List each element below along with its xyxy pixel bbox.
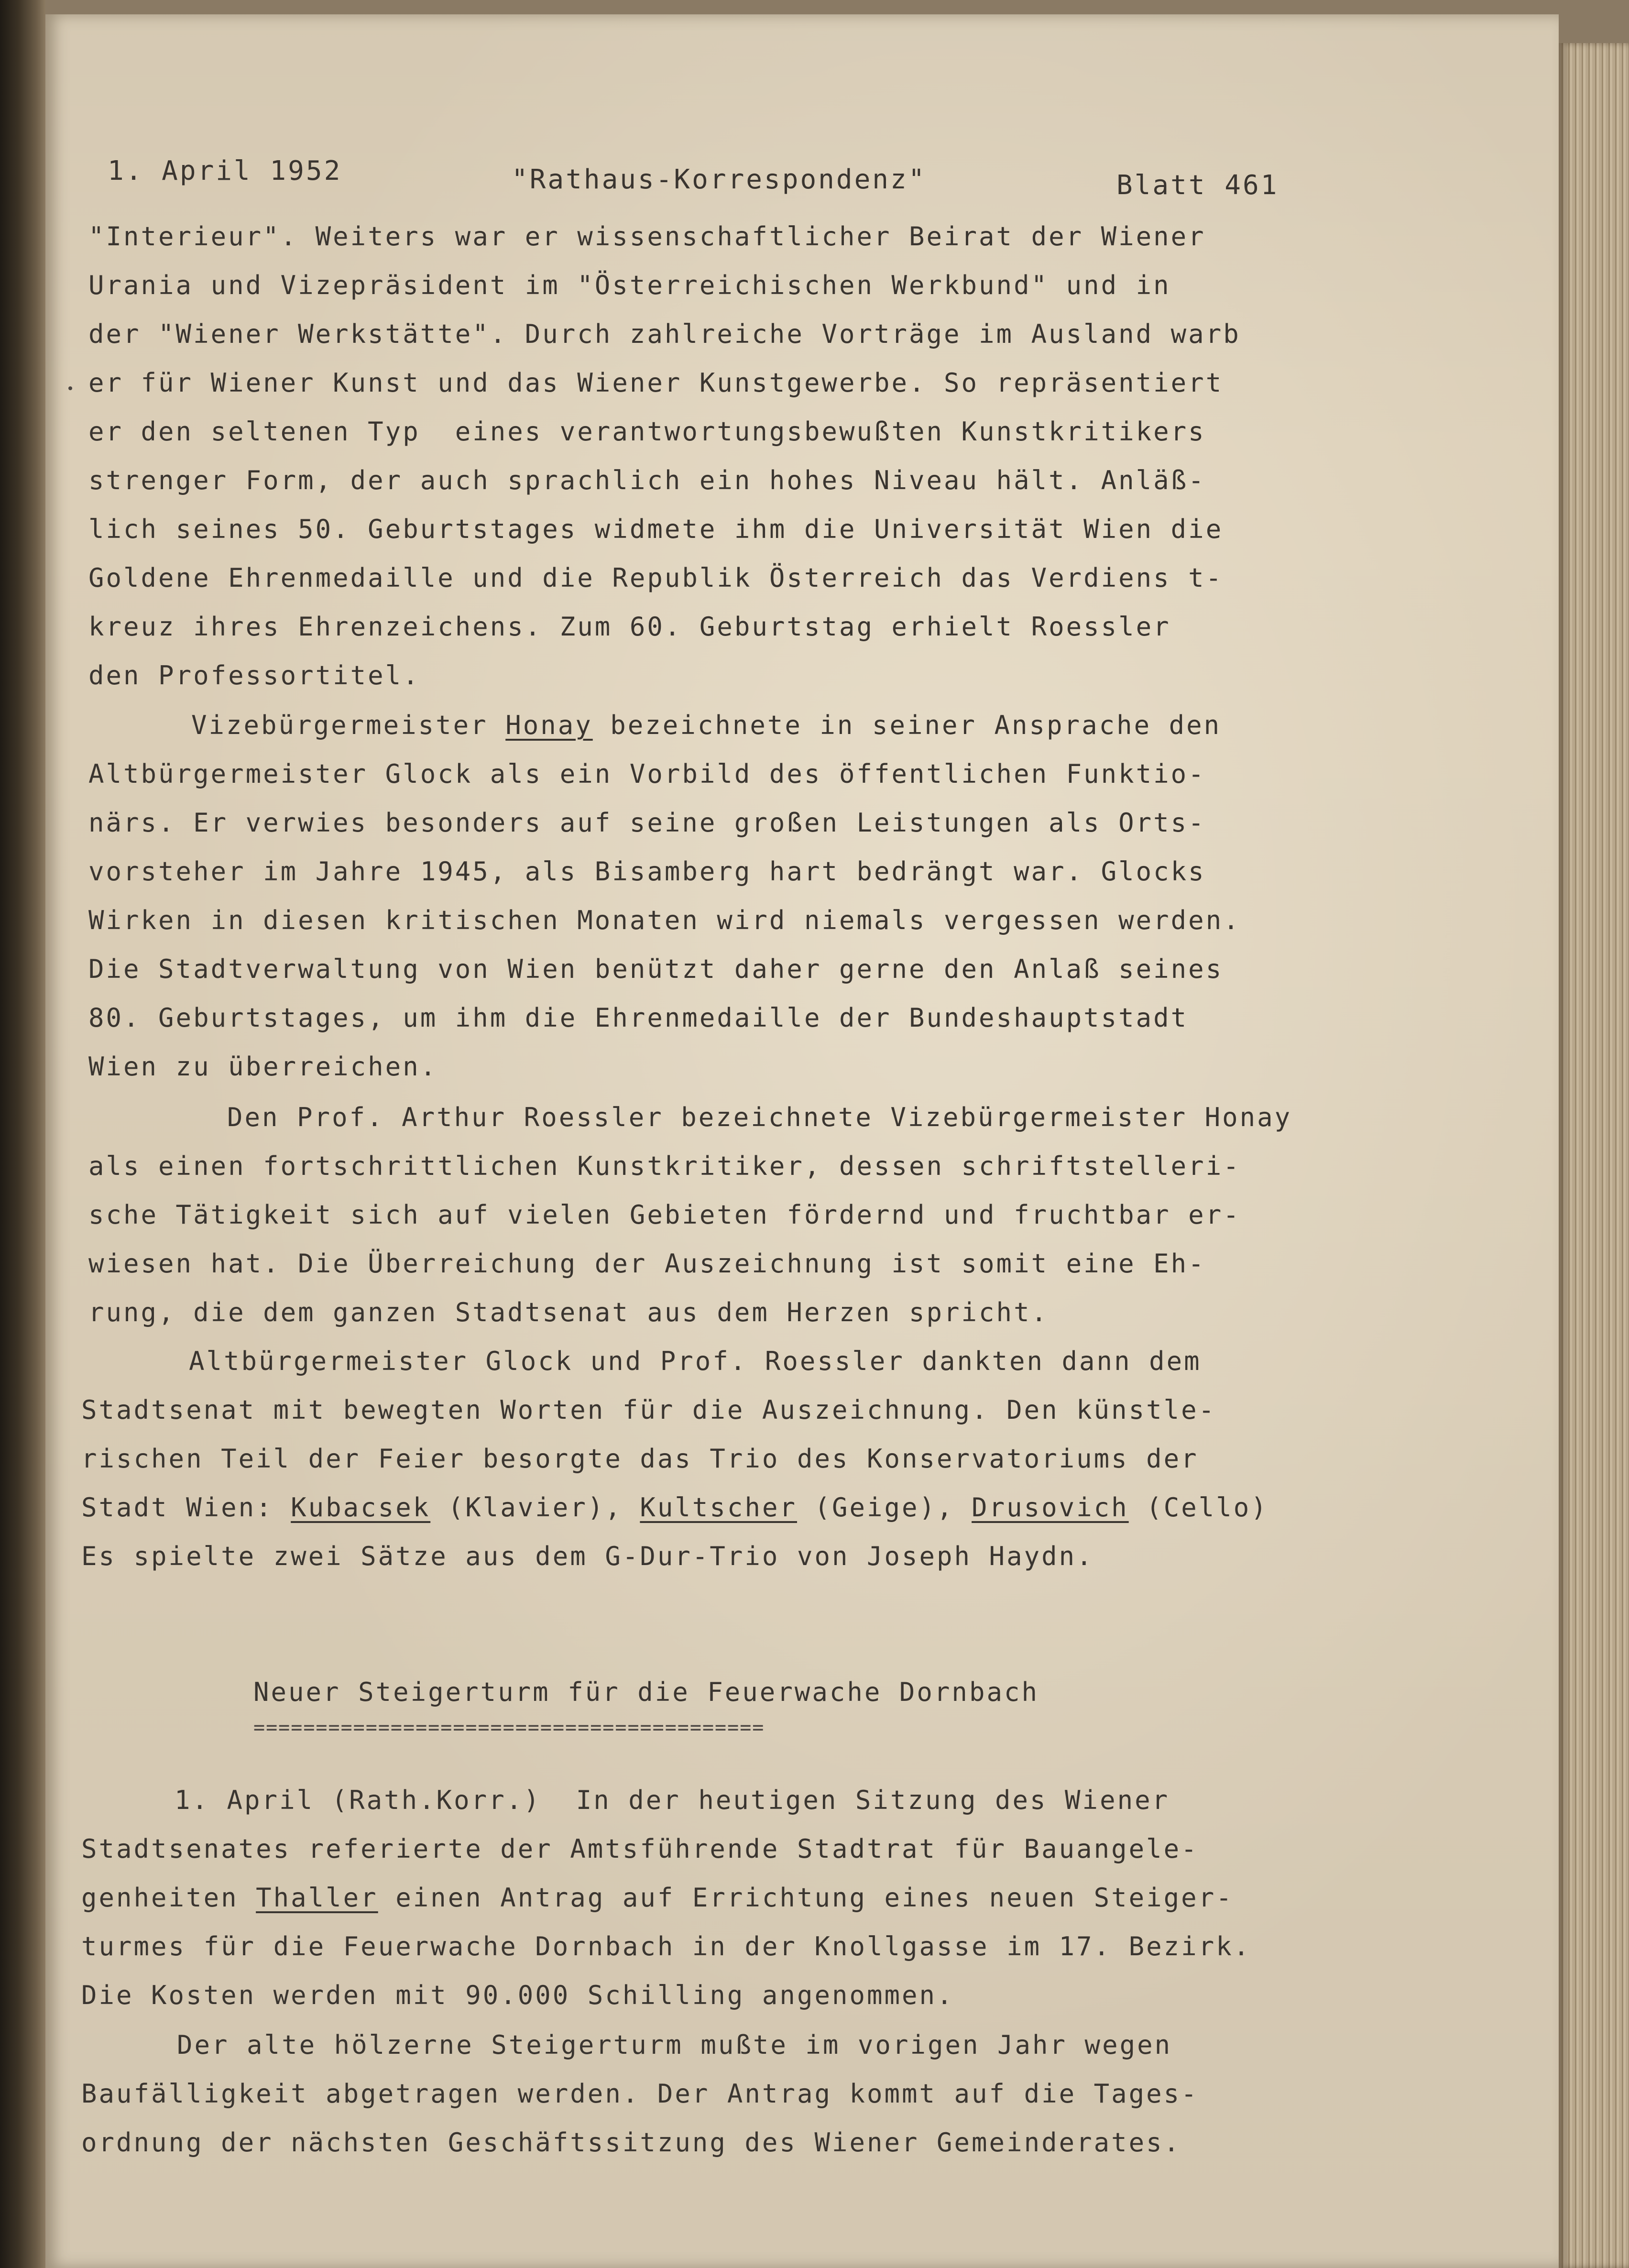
text-line: Den Prof. Arthur Roessler bezeichnete Vizebürgermeister Honay — [227, 1102, 1292, 1132]
text-line: wiesen hat. Die Überreichung der Auszeichnung ist somit eine Eh- — [88, 1249, 1206, 1279]
text-span: (Geige), — [797, 1492, 972, 1523]
text-line: Der alte hölzerne Steigerturm mußte im vorigen Jahr wegen — [177, 2030, 1172, 2060]
text-line: närs. Er verwies besonders auf seine großen Leistungen als Orts- — [88, 808, 1206, 838]
text-line: Die Stadtverwaltung von Wien benützt daher gerne den Anlaß seines — [88, 954, 1224, 984]
text-line: Goldene Ehrenmedaille und die Republik Österreich das Verdiens t- — [88, 563, 1224, 593]
text-span: Vizebürgermeister — [191, 710, 506, 740]
text-line: den Professortitel. — [88, 660, 420, 690]
text-line: kreuz ihres Ehrenzeichens. Zum 60. Geburtstag erhielt Roessler — [88, 612, 1171, 642]
text-span: (Klavier), — [430, 1492, 640, 1523]
previous-page-edge — [0, 0, 45, 2268]
text-line: Stadtsenates referierte der Amtsführende Stadtrat für Bauangele- — [81, 1834, 1199, 1864]
underlined-name: Kubacsek — [291, 1492, 431, 1523]
text-line: der "Wiener Werkstätte". Durch zahlreiche Vorträge im Ausland warb — [88, 319, 1241, 349]
text-line: er den seltenen Typ eines verantwortungsbewußten Kunstkritikers — [88, 416, 1206, 447]
text-line — [81, 1492, 1268, 1523]
text-line — [81, 1885, 1234, 1911]
text-line: Altbürgermeister Glock und Prof. Roessler dankten dann dem — [189, 1346, 1202, 1376]
text-line: strenger Form, der auch sprachlich ein hohes Niveau hält. Anläß- — [88, 465, 1206, 495]
text-line: 1. April (Rath.Korr.) In der heutigen Sitzung des Wiener — [175, 1785, 1170, 1815]
header-sheet-number: Blatt 461 — [1116, 170, 1279, 201]
text-line: rischen Teil der Feier besorgte das Trio des Konservatoriums der — [81, 1444, 1199, 1474]
text-line: Wien zu überreichen. — [88, 1052, 438, 1082]
text-span: einen Antrag auf Errichtung eines neuen Steiger- — [378, 1883, 1234, 1913]
underlined-name: Honay — [505, 710, 593, 740]
section-heading: Neuer Steigerturm für die Feuerwache Dornbach — [253, 1677, 1039, 1707]
text-line: sche Tätigkeit sich auf vielen Gebieten fördernd und fruchtbar er- — [88, 1200, 1241, 1230]
underlined-name: Thaller — [256, 1883, 378, 1913]
text-line: ordnung der nächsten Geschäftssitzung des Wiener Gemeinderates. — [81, 2127, 1181, 2158]
text-span: bezeichnete in seiner Ansprache den — [592, 710, 1222, 740]
underlined-name: Drusovich — [972, 1492, 1129, 1523]
text-line: 80. Geburtstages, um ihm die Ehrenmedaille der Bundeshauptstadt — [88, 1003, 1189, 1033]
text-line: Die Kosten werden mit 90.000 Schilling angenommen. — [81, 1980, 954, 2010]
text-line: turmes für die Feuerwache Dornbach in der Knollgasse im 17. Bezirk. — [81, 1931, 1251, 1961]
text-span: (Cello) — [1128, 1492, 1268, 1523]
text-line: er für Wiener Kunst und das Wiener Kunstgewerbe. So repräsentiert — [88, 368, 1224, 398]
text-line: vorsteher im Jahre 1945, als Bisamberg hart bedrängt war. Glocks — [88, 856, 1206, 887]
text-line: Stadtsenat mit bewegten Worten für die Auszeichnung. Den künstle- — [81, 1395, 1216, 1425]
header-date: 1. April 1952 — [108, 155, 342, 186]
text-line: lich seines 50. Geburtstages widmete ihm die Universität Wien die — [88, 514, 1224, 544]
text-line: als einen fortschrittlichen Kunstkritiker, dessen schriftstelleri- — [88, 1151, 1241, 1181]
text-line: Urania und Vizepräsident im "Österreichischen Werkbund" und in — [88, 270, 1171, 300]
text-line: Es spielte zwei Sätze aus dem G-Dur-Trio von Joseph Haydn. — [81, 1541, 1094, 1571]
document-page — [45, 14, 1559, 2268]
text-line: Altbürgermeister Glock als ein Vorbild des öffentlichen Funktio- — [88, 759, 1206, 789]
typewritten-text — [45, 14, 1559, 2268]
margin-dot — [68, 386, 72, 390]
text-line: Baufälligkeit abgetragen werden. Der Antrag kommt auf die Tages- — [81, 2079, 1199, 2109]
header-publication: "Rathaus-Korrespondenz" — [512, 164, 927, 195]
text-line — [191, 712, 1221, 738]
stacked-page-edges — [1559, 43, 1629, 2268]
text-span: genheiten — [81, 1883, 256, 1913]
text-line: Wirken in diesen kritischen Monaten wird niemals vergessen werden. — [88, 905, 1241, 935]
text-line: "Interieur". Weiters war er wissenschaftlicher Beirat der Wiener — [88, 221, 1206, 252]
underlined-name: Kultscher — [640, 1492, 797, 1523]
text-span: Stadt Wien: — [81, 1492, 291, 1523]
text-line: rung, die dem ganzen Stadtsenat aus dem Herzen spricht. — [88, 1297, 1049, 1327]
heading-underline: ========================================= — [253, 1717, 765, 1739]
